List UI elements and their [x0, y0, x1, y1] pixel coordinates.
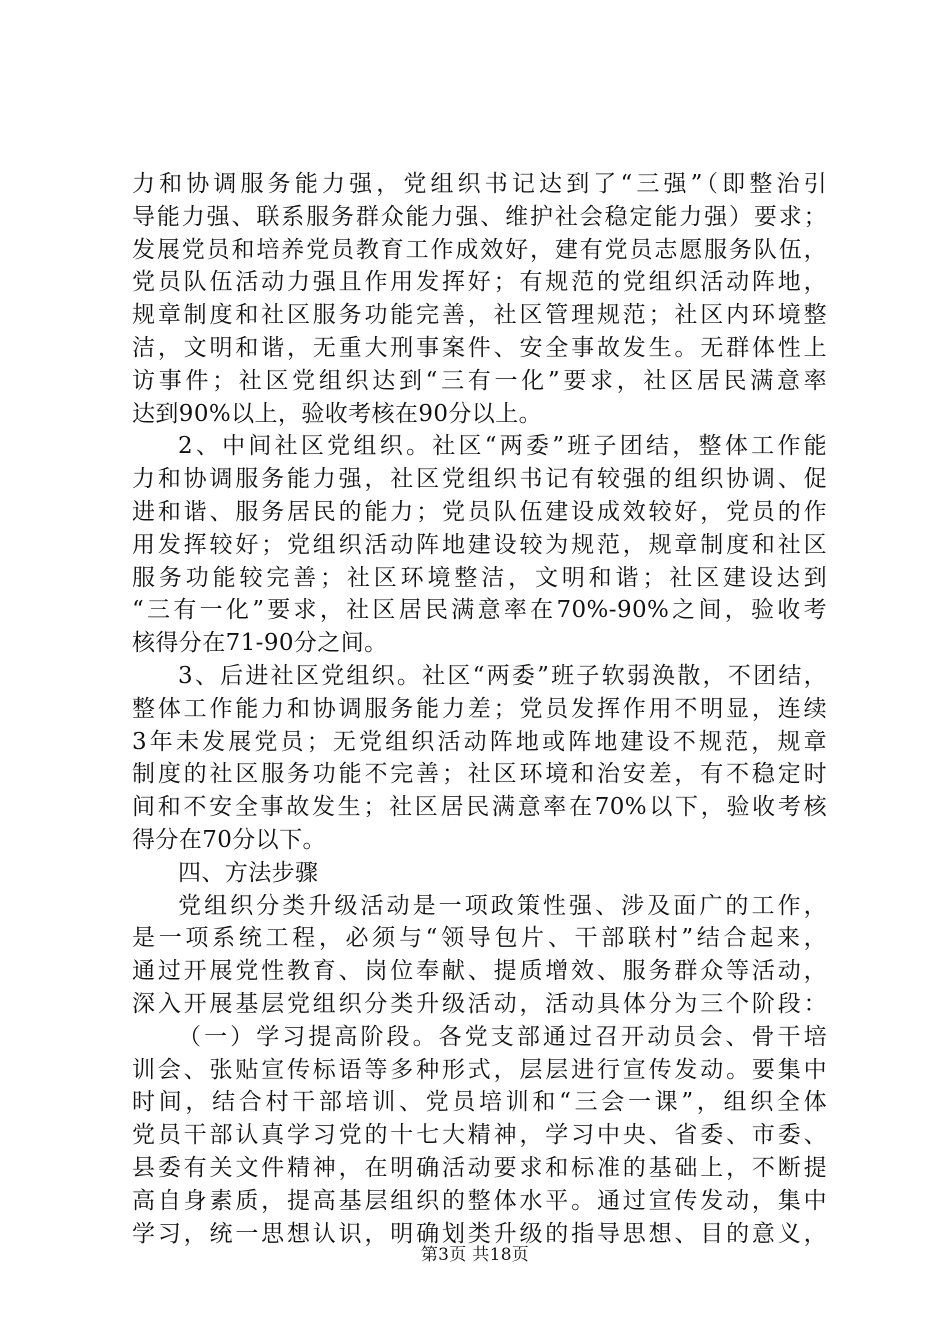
text-line: 洁，文明和谐，无重大刑事案件、安全事故发生。无群体性上: [132, 334, 827, 361]
text-line: 发展党员和培养党员教育工作成效好，建有党员志愿服务队伍，: [132, 236, 827, 263]
text-line: 核得分在71-90分之间。: [132, 630, 388, 657]
text-line: 间和不安全事故发生；社区居民满意率在70%以下，验收考核: [132, 794, 827, 821]
page-footer: 第3页 共18页: [420, 1245, 530, 1265]
text-line: 高自身素质，提高基层组织的整体水平。通过宣传发动，集中: [132, 1187, 827, 1214]
text-line: 访事件；社区党组织达到“三有一化”要求，社区居民满意率: [132, 367, 827, 394]
text-line: 通过开展党性教育、岗位奉献、提质增效、服务群众等活动，: [132, 958, 827, 985]
text-line: 得分在70分以下。: [132, 826, 326, 853]
text-line: 党员干部认真学习党的十七大精神，学习中央、省委、市委、: [132, 1122, 827, 1149]
text-line: 力和协调服务能力强，社区党组织书记有较强的组织协调、促: [132, 466, 827, 493]
text-line: 规章制度和社区服务功能完善，社区管理规范；社区内环境整: [132, 302, 827, 329]
text-line: 学习，统一思想认识，明确划类升级的指导思想、目的意义，: [132, 1220, 827, 1247]
text-line: 县委有关文件精神，在明确活动要求和标准的基础上，不断提: [132, 1154, 827, 1181]
text-line: 力和协调服务能力强，党组织书记达到了“三强”（即整治引: [132, 171, 827, 197]
text-line: 制度的社区服务功能不完善；社区环境和治安差，有不稳定时: [132, 761, 827, 788]
text-line: 党组织分类升级活动是一项政策性强、涉及面广的工作，: [178, 892, 827, 919]
text-line: 整体工作能力和协调服务能力差；党员发挥作用不明显，连续: [132, 695, 827, 722]
text-line: 导能力强、联系服务群众能力强、维护社会稳定能力强）要求；: [132, 203, 827, 230]
text-line: 用发挥较好；党组织活动阵地建设较为规范，规章制度和社区: [132, 531, 827, 558]
text-line: 进和谐、服务居民的能力；党员队伍建设成效较好，党员的作: [132, 498, 827, 525]
document-body: [132, 168, 827, 1250]
text-line: 2、中间社区党组织。社区“两委”班子团结，整体工作能: [178, 433, 827, 460]
text-line: 时间，结合村干部培训、党员培训和“三会一课”，组织全体: [132, 1089, 827, 1116]
text-line: 四、方法步骤: [178, 859, 319, 886]
text-line: 训会、张贴宣传标语等多种形式，层层进行宣传发动。要集中: [132, 1056, 827, 1083]
text-line: 达到90%以上，验收考核在90分以上。: [132, 400, 542, 427]
text-line: 党员队伍活动力强且作用发挥好；有规范的党组织活动阵地，: [132, 269, 827, 296]
text-line: 是一项系统工程，必须与“领导包片、干部联村”结合起来，: [132, 925, 827, 952]
text-line: 服务功能较完善；社区环境整洁，文明和谐；社区建设达到: [132, 564, 827, 591]
text-line: 3年未发展党员；无党组织活动阵地或阵地建设不规范，规章: [132, 728, 827, 755]
text-line: “三有一化”要求，社区居民满意率在70%-90%之间，验收考: [132, 597, 827, 624]
text-line: 深入开展基层党组织分类升级活动，活动具体分为三个阶段：: [132, 990, 827, 1017]
text-line: （一）学习提高阶段。各党支部通过召开动员会、骨干培: [178, 1023, 827, 1050]
text-line: 3、后进社区党组织。社区“两委”班子软弱涣散，不团结，: [178, 662, 827, 689]
